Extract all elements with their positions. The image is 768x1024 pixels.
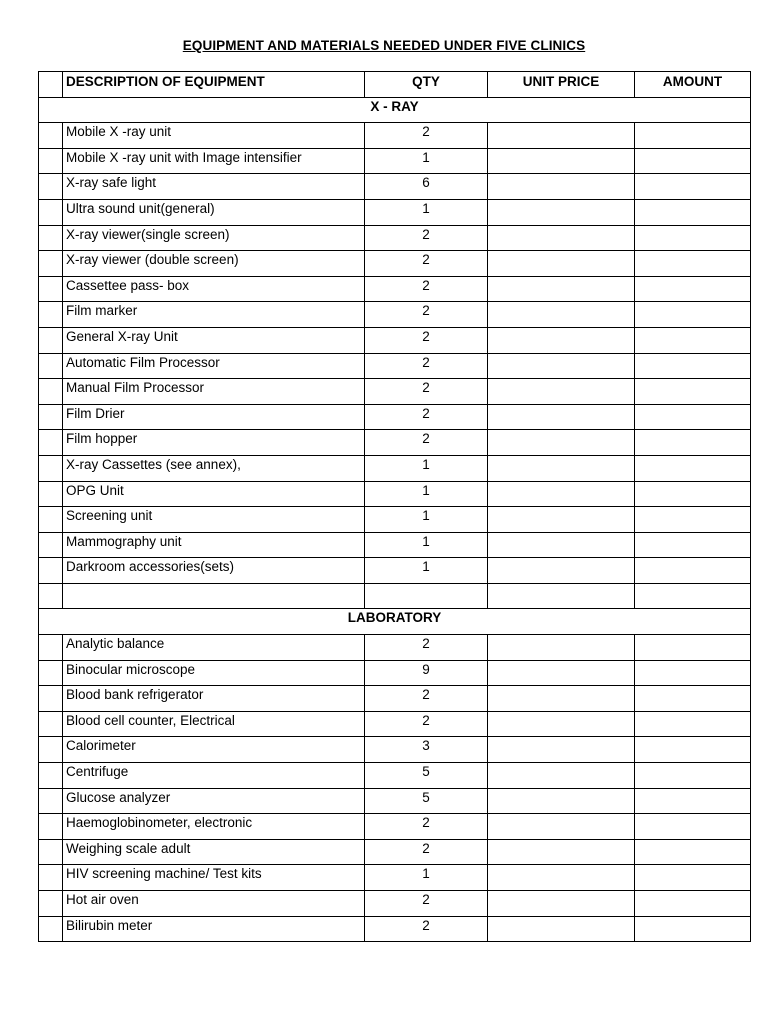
unit-price-cell: [488, 430, 635, 456]
qty-cell: 2: [365, 404, 488, 430]
amount-cell: [635, 251, 751, 277]
unit-price-cell: [488, 302, 635, 328]
description-cell: Automatic Film Processor: [63, 353, 365, 379]
qty-cell: [365, 583, 488, 609]
description-cell: X-ray viewer (double screen): [63, 251, 365, 277]
table-row: [39, 583, 751, 609]
unit-price-cell: [488, 481, 635, 507]
qty-cell: 2: [365, 814, 488, 840]
description-cell: Mammography unit: [63, 532, 365, 558]
table-row: [39, 635, 751, 661]
document-title: EQUIPMENT AND MATERIALS NEEDED UNDER FIVE CLINICS: [182, 38, 586, 53]
amount-cell: [635, 865, 751, 891]
row-number-cell: [39, 225, 63, 251]
row-number-cell: [39, 507, 63, 533]
section-title: X - RAY: [39, 97, 751, 123]
description-cell: Blood cell counter, Electrical: [63, 711, 365, 737]
table-row: [39, 404, 751, 430]
amount-cell: [635, 404, 751, 430]
row-number-cell: [39, 916, 63, 942]
qty-cell: 2: [365, 686, 488, 712]
row-number-cell: [39, 430, 63, 456]
amount-cell: [635, 353, 751, 379]
table-row: [39, 455, 751, 481]
description-header: DESCRIPTION OF EQUIPMENT: [63, 72, 365, 98]
amount-cell: [635, 711, 751, 737]
unit-price-cell: [488, 763, 635, 789]
description-cell: Analytic balance: [63, 635, 365, 661]
unit-price-cell: [488, 814, 635, 840]
amount-cell: [635, 635, 751, 661]
table-row: [39, 199, 751, 225]
qty-cell: 2: [365, 430, 488, 456]
description-cell: Mobile X -ray unit: [63, 123, 365, 149]
amount-cell: [635, 430, 751, 456]
table-row: [39, 481, 751, 507]
amount-header: AMOUNT: [635, 72, 751, 98]
amount-cell: [635, 327, 751, 353]
unit-price-cell: [488, 711, 635, 737]
amount-cell: [635, 379, 751, 405]
description-cell: X-ray viewer(single screen): [63, 225, 365, 251]
unit-price-cell: [488, 199, 635, 225]
table-row: [39, 737, 751, 763]
unit-price-cell: [488, 148, 635, 174]
unit-price-cell: [488, 635, 635, 661]
amount-cell: [635, 276, 751, 302]
amount-cell: [635, 558, 751, 584]
row-number-cell: [39, 891, 63, 917]
row-number-cell: [39, 379, 63, 405]
qty-cell: 1: [365, 455, 488, 481]
row-number-cell: [39, 660, 63, 686]
row-number-cell: [39, 276, 63, 302]
amount-cell: [635, 532, 751, 558]
qty-cell: 1: [365, 532, 488, 558]
row-number-cell: [39, 839, 63, 865]
row-number-cell: [39, 763, 63, 789]
unit-price-cell: [488, 686, 635, 712]
row-number-cell: [39, 174, 63, 200]
table-row: [39, 788, 751, 814]
table-row: [39, 814, 751, 840]
table-row: [39, 276, 751, 302]
row-number-cell: [39, 737, 63, 763]
qty-cell: 1: [365, 865, 488, 891]
qty-cell: 5: [365, 788, 488, 814]
row-number-cell: [39, 532, 63, 558]
qty-cell: 2: [365, 276, 488, 302]
qty-cell: 9: [365, 660, 488, 686]
description-cell: Cassettee pass- box: [63, 276, 365, 302]
unit-price-cell: [488, 251, 635, 277]
unit-price-cell: [488, 558, 635, 584]
amount-cell: [635, 455, 751, 481]
table-row: [39, 430, 751, 456]
description-cell: Binocular microscope: [63, 660, 365, 686]
amount-cell: [635, 763, 751, 789]
unit-price-cell: [488, 327, 635, 353]
unit-price-cell: [488, 379, 635, 405]
amount-cell: [635, 507, 751, 533]
row-number-cell: [39, 327, 63, 353]
table-row: [39, 763, 751, 789]
unit-price-cell: [488, 916, 635, 942]
qty-cell: 3: [365, 737, 488, 763]
unit-price-cell: [488, 276, 635, 302]
qty-cell: 1: [365, 481, 488, 507]
description-cell: X-ray safe light: [63, 174, 365, 200]
unit-price-cell: [488, 737, 635, 763]
table-row: [39, 123, 751, 149]
description-cell: Film Drier: [63, 404, 365, 430]
equipment-table: [38, 71, 751, 942]
row-number-cell: [39, 251, 63, 277]
amount-cell: [635, 481, 751, 507]
qty-cell: 2: [365, 711, 488, 737]
unit-price-cell: [488, 583, 635, 609]
unit-price-cell: [488, 865, 635, 891]
row-number-cell: [39, 123, 63, 149]
section-title: LABORATORY: [39, 609, 751, 635]
description-cell: Darkroom accessories(sets): [63, 558, 365, 584]
table-row: [39, 225, 751, 251]
row-number-cell: [39, 404, 63, 430]
amount-cell: [635, 814, 751, 840]
amount-cell: [635, 686, 751, 712]
description-cell: Mobile X -ray unit with Image intensifier: [63, 148, 365, 174]
row-number-cell: [39, 199, 63, 225]
amount-cell: [635, 583, 751, 609]
amount-cell: [635, 737, 751, 763]
unit-price-cell: [488, 532, 635, 558]
table-row: [39, 686, 751, 712]
qty-cell: 1: [365, 199, 488, 225]
qty-cell: 2: [365, 225, 488, 251]
table-row: [39, 865, 751, 891]
row-number-cell: [39, 302, 63, 328]
unit-price-cell: [488, 660, 635, 686]
qty-cell: 6: [365, 174, 488, 200]
row-number-cell: [39, 455, 63, 481]
description-cell: [63, 583, 365, 609]
description-cell: OPG Unit: [63, 481, 365, 507]
description-cell: Hot air oven: [63, 891, 365, 917]
amount-cell: [635, 916, 751, 942]
description-cell: Film hopper: [63, 430, 365, 456]
table-row: [39, 174, 751, 200]
description-cell: General X-ray Unit: [63, 327, 365, 353]
row-number-cell: [39, 558, 63, 584]
amount-cell: [635, 788, 751, 814]
unit-price-header: UNIT PRICE: [488, 72, 635, 98]
amount-cell: [635, 891, 751, 917]
qty-cell: 2: [365, 327, 488, 353]
table-row: [39, 891, 751, 917]
table-row: [39, 302, 751, 328]
qty-cell: 2: [365, 891, 488, 917]
table-row: [39, 327, 751, 353]
unit-price-cell: [488, 839, 635, 865]
row-number-cell: [39, 865, 63, 891]
qty-cell: 2: [365, 839, 488, 865]
description-cell: Glucose analyzer: [63, 788, 365, 814]
description-cell: Blood bank refrigerator: [63, 686, 365, 712]
amount-cell: [635, 148, 751, 174]
qty-cell: 2: [365, 251, 488, 277]
row-number-cell: [39, 148, 63, 174]
table-row: [39, 711, 751, 737]
qty-cell: 2: [365, 916, 488, 942]
amount-cell: [635, 302, 751, 328]
unit-price-cell: [488, 788, 635, 814]
unit-price-cell: [488, 225, 635, 251]
unit-price-cell: [488, 891, 635, 917]
section-header-row: [39, 97, 751, 123]
row-number-cell: [39, 481, 63, 507]
table-header-row: [39, 72, 751, 98]
amount-cell: [635, 123, 751, 149]
unit-price-cell: [488, 353, 635, 379]
amount-cell: [635, 225, 751, 251]
row-number-header: [39, 72, 63, 98]
description-cell: Manual Film Processor: [63, 379, 365, 405]
qty-cell: 2: [365, 635, 488, 661]
row-number-cell: [39, 353, 63, 379]
qty-cell: 1: [365, 558, 488, 584]
amount-cell: [635, 839, 751, 865]
table-row: [39, 148, 751, 174]
description-cell: Ultra sound unit(general): [63, 199, 365, 225]
qty-cell: 1: [365, 507, 488, 533]
qty-cell: 5: [365, 763, 488, 789]
description-cell: Film marker: [63, 302, 365, 328]
table-row: [39, 532, 751, 558]
amount-cell: [635, 199, 751, 225]
table-row: [39, 353, 751, 379]
qty-cell: 1: [365, 148, 488, 174]
qty-cell: 2: [365, 353, 488, 379]
description-cell: HIV screening machine/ Test kits: [63, 865, 365, 891]
table-row: [39, 251, 751, 277]
row-number-cell: [39, 814, 63, 840]
unit-price-cell: [488, 455, 635, 481]
qty-cell: 2: [365, 302, 488, 328]
description-cell: Bilirubin meter: [63, 916, 365, 942]
table-row: [39, 558, 751, 584]
row-number-cell: [39, 686, 63, 712]
description-cell: Screening unit: [63, 507, 365, 533]
row-number-cell: [39, 583, 63, 609]
qty-cell: 2: [365, 123, 488, 149]
unit-price-cell: [488, 507, 635, 533]
qty-header: QTY: [365, 72, 488, 98]
row-number-cell: [39, 635, 63, 661]
description-cell: Centrifuge: [63, 763, 365, 789]
row-number-cell: [39, 788, 63, 814]
table-body: [39, 97, 751, 942]
unit-price-cell: [488, 123, 635, 149]
description-cell: Haemoglobinometer, electronic: [63, 814, 365, 840]
qty-cell: 2: [365, 379, 488, 405]
unit-price-cell: [488, 404, 635, 430]
section-header-row: [39, 609, 751, 635]
description-cell: Calorimeter: [63, 737, 365, 763]
table-row: [39, 839, 751, 865]
table-row: [39, 379, 751, 405]
unit-price-cell: [488, 174, 635, 200]
row-number-cell: [39, 711, 63, 737]
amount-cell: [635, 660, 751, 686]
table-row: [39, 916, 751, 942]
table-row: [39, 660, 751, 686]
description-cell: X-ray Cassettes (see annex),: [63, 455, 365, 481]
description-cell: Weighing scale adult: [63, 839, 365, 865]
amount-cell: [635, 174, 751, 200]
table-row: [39, 507, 751, 533]
